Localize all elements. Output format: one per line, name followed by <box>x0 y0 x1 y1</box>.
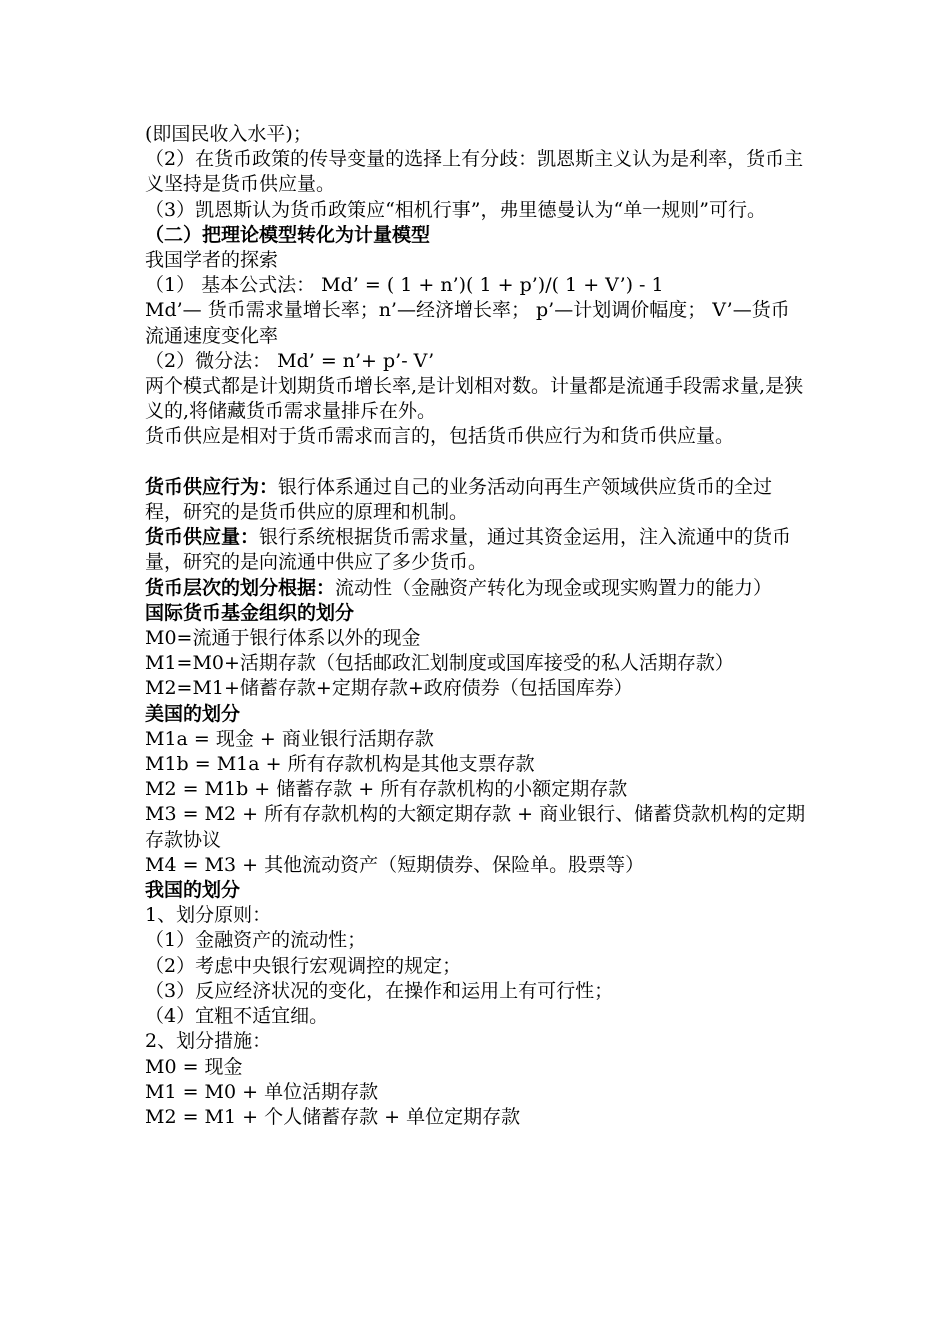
text-line: M1a = 现金 + 商业银行活期存款 <box>145 727 434 750</box>
text-line: M2=M1+储蓄存款+定期存款+政府债券（包括国库券） <box>145 677 633 700</box>
text-line: M4 = M3 + 其他流动资产（短期债券、保险单。股票等） <box>145 853 645 876</box>
text-line: （1）金融资产的流动性； <box>145 929 367 952</box>
text-line: （3）凯恩斯认为货币政策应“相机行事”，弗里德曼认为“单一规则”可行。 <box>145 198 766 221</box>
text-line: 2、划分措施： <box>145 1030 272 1053</box>
text-line: 货币供应是相对于货币需求而言的，包括货币供应行为和货币供应量。 <box>145 425 735 448</box>
text-line: M1=M0+活期存款（包括邮政汇划制度或国库接受的私人活期存款） <box>145 652 734 675</box>
definition-text: 银行体系通过自己的业务活动向再生产领域供应货币的全过程，研究的是货币供应的原理和机制。 <box>145 475 773 524</box>
text-line: M2 = M1b + 储蓄存款 + 所有存款机构的小额定期存款 <box>145 778 628 801</box>
definition-term: 货币供应行为： <box>145 475 279 498</box>
text-line: 我国学者的探索 <box>145 249 279 272</box>
definition-paragraph <box>145 576 807 601</box>
section-heading: 美国的划分 <box>145 702 241 725</box>
definition-term: 货币供应量： <box>145 526 260 549</box>
text-line: （2）微分法： Md’ = n’+ p’- V’ <box>145 349 435 372</box>
text-line: (即国民收入水平)； <box>145 123 312 145</box>
definition-paragraph <box>145 475 807 525</box>
text-line: （4）宜粗不适宜细。 <box>145 1005 329 1028</box>
definition-text: 银行系统根据货币需求量，通过其资金运用，注入流通中的货币量，研究的是向流通中供应了多少货币。 <box>145 526 792 574</box>
text-line: M3 = M2 + 所有存款机构的大额定期存款 + 商业银行、储蓄贷款机构的定期存款协议 <box>145 803 806 851</box>
text-line: 两个模式都是计划期货币增长率,是计划相对数。计量都是流通手段需求量,是狭义的,将储藏货币需求量排斥在外。 <box>145 375 804 423</box>
text-line: M1 = M0 + 单位活期存款 <box>145 1080 379 1103</box>
text-line: M0=流通于银行体系以外的现金 <box>145 627 421 650</box>
text-line: M2 = M1 + 个人储蓄存款 + 单位定期存款 <box>145 1105 521 1128</box>
text-line: （1） 基本公式法： Md’ = ( 1 + n’)( 1 + p’)/( 1 + V’) - 1 <box>145 274 664 297</box>
section-heading: 国际货币基金组织的划分 <box>145 601 355 624</box>
section-heading: （二）把理论模型转化为计量模型 <box>145 223 431 246</box>
text-line: （2）考虑中央银行宏观调控的规定； <box>145 954 462 977</box>
section-heading: 我国的划分 <box>145 879 241 902</box>
definition-term: 货币层次的划分根据： <box>145 576 336 599</box>
definition-text: 流动性（金融资产转化为现金或现实购置力的能力） <box>335 576 773 599</box>
text-line: M1b = M1a + 所有存款机构是其他支票存款 <box>145 753 535 776</box>
text-line: Md’— 货币需求量增长率；n’—经济增长率； p’—计划调价幅度； V’—货币流通速度变化率 <box>145 299 790 347</box>
text-line: （3）反应经济状况的变化，在操作和运用上有可行性； <box>145 979 614 1002</box>
text-line: 1、划分原则： <box>145 904 272 927</box>
text-line: （2）在货币政策的传导变量的选择上有分歧：凯恩斯主义认为是利率，货币主义坚持是货币供应量。 <box>145 148 804 196</box>
blank-line <box>145 450 807 475</box>
definition-paragraph <box>145 525 807 575</box>
text-line: M0 = 现金 <box>145 1055 243 1078</box>
document-page <box>145 122 807 1130</box>
